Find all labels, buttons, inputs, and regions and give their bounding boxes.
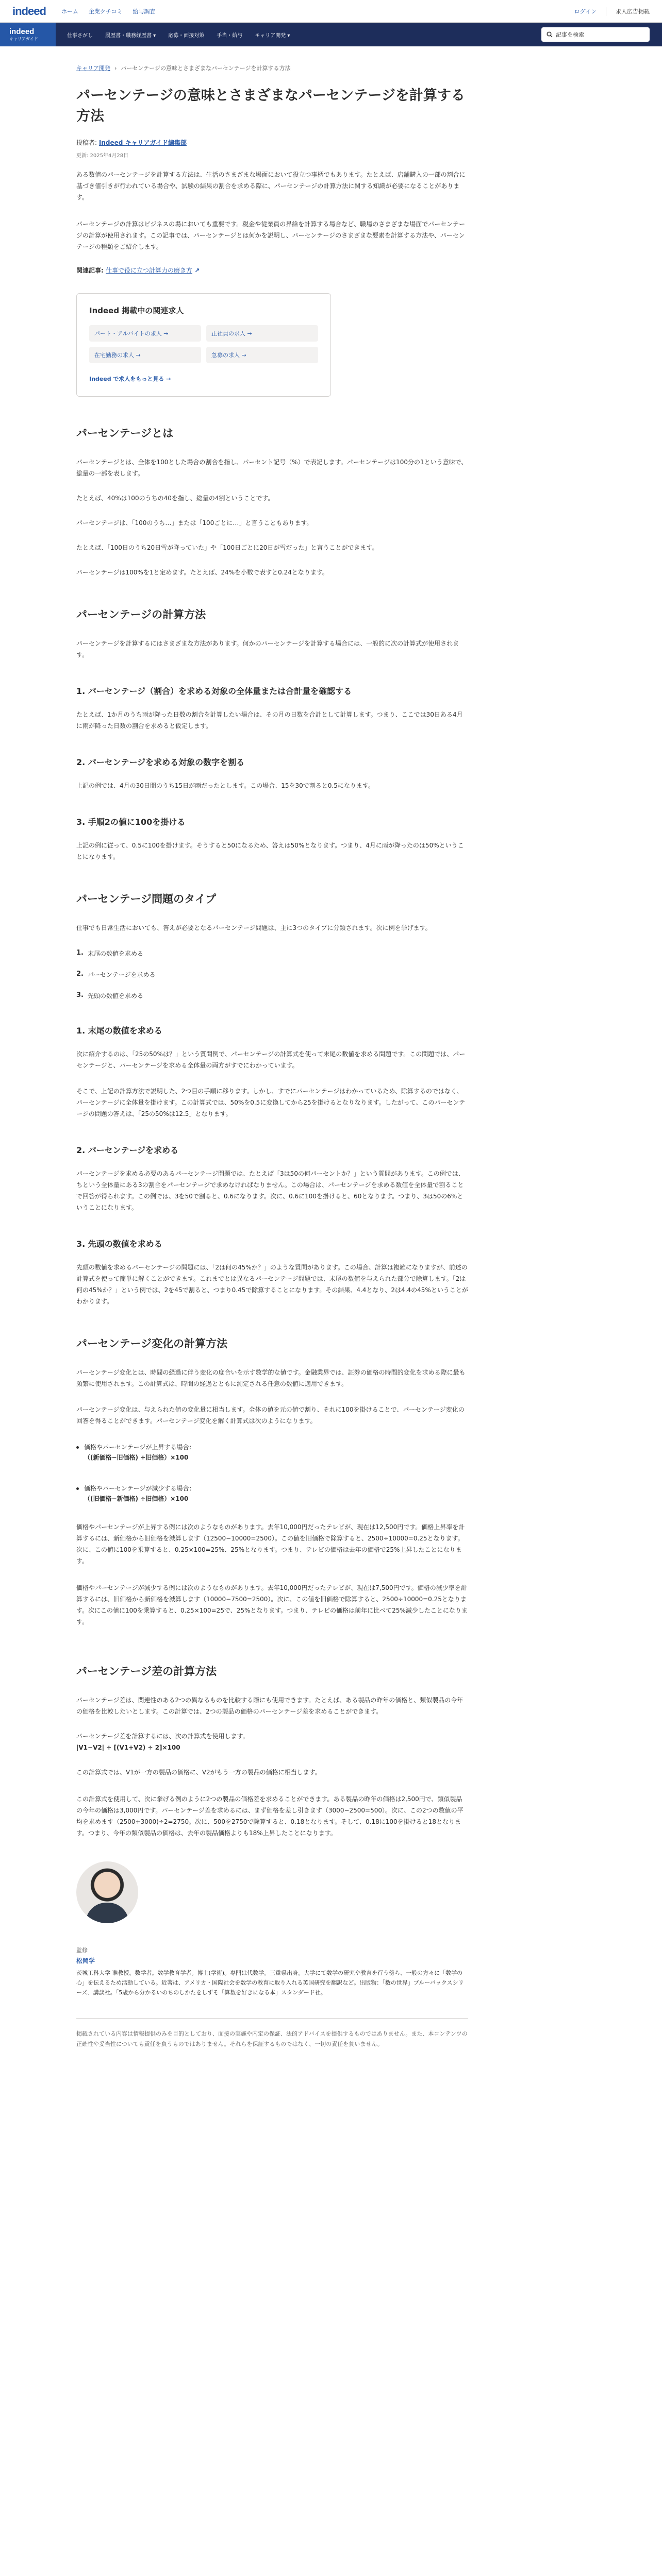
list-item: 1. 末尾の数値を求める: [76, 949, 143, 957]
category-resume[interactable]: 履歴書・職務経歴書 ▾: [105, 32, 156, 39]
related-article-link[interactable]: 仕事で役に立つ計算力の磨き方: [106, 267, 193, 274]
divider: [76, 2018, 468, 2019]
s3-type-1-text-2: そこで、上記の計算方法で説明した、2つ目の手順に移ります。しかし、すでにパーセンテージはわかっているため、除算するのではなく、パーセンテージに全体量を掛けます。この計算式では、50%を0.5に変換してから25を掛けるとなりなります。したがって、このパーセンテージの問題の答えは、「25の50%は12.5」となります。: [76, 1088, 466, 1117]
top-right: [574, 7, 650, 16]
s3-paragraph-1: 仕事でも日常生活においても、答えが必要となるパーセンテージ問題は、主に3つのタイプに分類されます。次に例を挙げます。: [76, 924, 432, 931]
s3-type-3-text: 先頭の数値を求めるパーセンテージの問題には、「2は何の45%か？」のような質問があります。この場合、計算は複雑になりますが、前述の計算式を使って簡単に解くことができます。これまでとは異なるパーセンテージ問題では、末尾の数値を与えられた部分で除算します。「2は何の45%か？」という例では、2を45で割ると、つまり0.45で除算することになります。その結果、4.4となり、2は4.4の45%ということがわかります。: [76, 1264, 468, 1305]
job-link-urgent[interactable]: 急募の求人 →: [206, 347, 318, 363]
author-line: [76, 138, 468, 147]
change-formula-list: [76, 1442, 468, 1504]
s5-paragraph-4: この計算式を使用して、次に挙げる例のように2つの製品の価格差を求めることができます。ある製品の昨年の価格は2,500円で、類似製品の今年の価格は3,000円です。パーセンテージ差を求めるには、まず価格を差し引きます（3000−2500=500）。次に、この2つの数値の平均を求めます（2500+3000)÷2=2750。次に、500を2750で除算すると、0.18となります。そして、0.18に100を掛けると18となります。つまり、今年の類似製品の価格は、去年の製品価格よりも18%上昇したことになります。: [76, 1795, 464, 1837]
category-job-search[interactable]: 仕事さがし: [67, 32, 93, 39]
more-jobs-link[interactable]: Indeed で求人をもっと見る →: [89, 376, 171, 382]
related-jobs-grid: [89, 325, 318, 363]
s1-paragraph-3: パーセンテージは、「100のうち…」または「100ごとに…」と言うこともあります。: [76, 519, 313, 527]
category-salary[interactable]: 手当・給与: [217, 32, 243, 39]
category-nav: [61, 23, 296, 46]
indeed-logo[interactable]: indeed: [12, 4, 46, 18]
category-bar: [0, 23, 662, 46]
s2-step-2-text: 上記の例では、4月の30日間のうち15日が雨だったとします。この場合、15を30で割ると0.5になります。: [76, 782, 374, 789]
s3-type-1-text-1: 次に紹介するのは、「25の50%は？」という質問例で、パーセンテージの計算式を使って末尾の数値を求める問題です。この問題では、パーセンテージと、パーセンテージを求める全体量の両方がすでにわかっています。: [76, 1050, 466, 1069]
s2-step-3-text: 上記の例に従って、0.5に100を掛けます。そうすると50になるため、答えは50%となります。つまり、4月に雨が降ったのは50%ということになります。: [76, 842, 464, 860]
category-career-development[interactable]: キャリア開発 ▾: [255, 32, 290, 39]
s1-paragraph-2: たとえば、40%は100のうちの40を指し、総量の4割ということです。: [76, 495, 274, 502]
nav-company-reviews[interactable]: 企業クチコミ: [88, 8, 123, 15]
external-link-icon: ↗: [194, 267, 200, 274]
section-heading-problem-types: パーセンテージ問題のタイプ: [76, 893, 217, 905]
chevron-right-icon: ›: [114, 64, 117, 72]
login-link[interactable]: ログイン: [574, 8, 597, 15]
brand-name: indeed: [9, 27, 35, 36]
nav-home[interactable]: ホーム: [61, 8, 78, 15]
s4-paragraph-2: パーセンテージ変化は、与えられた値の変化量に相当します。全体の値を元の値で割り、それに100を掛けることで、パーセンテージ変化の回答を得ることができます。パーセンテージ変化を解く計算式は次のようになります。: [76, 1406, 465, 1425]
breadcrumb-root[interactable]: キャリア開発: [76, 65, 110, 72]
top-nav: [61, 7, 156, 15]
intro-paragraph-2: パーセンテージの計算はビジネスの場においても重要です。税金や従業員の昇給を計算する場合など、職場のさまざまな場面でパーセンテージの計算が使用されます。この記事では、パーセンテージとは何かを説明し、パーセンテージのさまざまな要素を計算する方法や、パーセンテージの種類をご紹介します。: [76, 221, 465, 250]
related-jobs-title: Indeed 掲載中の関連求人: [89, 306, 184, 315]
breadcrumb-current: パーセンテージの意味とさまざまなパーセンテージを計算する方法: [121, 65, 291, 72]
nav-salary[interactable]: 給与調査: [133, 8, 156, 15]
s2-paragraph-1: パーセンテージを計算するにはさまざまな方法があります。何かのパーセンテージを計算する場合には、一般的に次の計算式が使用されます。: [76, 640, 459, 658]
list-item: [76, 1442, 468, 1463]
formula-decrease-label: 価格やパーセンテージが減少する場合：: [84, 1485, 195, 1492]
s5-paragraph-3: この計算式では、V1が一方の製品の価格に、V2がもう一方の製品の価格に相当します。: [76, 1769, 321, 1776]
bullet-icon: [76, 1487, 79, 1490]
category-interview[interactable]: 応募・面接対策: [168, 32, 205, 39]
s1-paragraph-5: パーセンテージは100%を1と定めます。たとえば、24%を小数で表すと0.24となります。: [76, 569, 328, 576]
s4-paragraph-1: パーセンテージ変化とは、時間の経過に伴う変化の度合いを示す数学的な値です。金融業界では、証券の価格の時間的変化を求める際に最も頻繁に使用されます。この計算式は、時間の経過とともに測定される任意の数値に適用できます。: [76, 1369, 466, 1387]
brand-subtitle: キャリアガイド: [9, 37, 38, 41]
avatar-suit: [86, 1903, 129, 1923]
s3-type-3-heading: 3. 先頭の数値を求める: [76, 1239, 162, 1249]
section-heading-percentage-change: パーセンテージ変化の計算方法: [76, 1337, 228, 1350]
supervisor-block: [76, 1861, 468, 1997]
s3-type-1-heading: 1. 末尾の数値を求める: [76, 1026, 162, 1036]
formula-increase: [84, 1442, 195, 1463]
s3-type-2-text: パーセンテージを求める必要のあるパーセンテージ問題では、たとえば「3は50の何パーセントか？」という質問があります。この例では、ちという全体量にある3の割合をパーセンテージで求めなければなりません。この場合は、パーセンテージを求める数値を全体量で割ることで回答が得られます。この例では、3を50で割ると、0.6になります。次に、0.6に100を掛けると、60となります。つまり、3は50の6%ということになります。: [76, 1170, 465, 1211]
s5-paragraph-2: パーセンテージ差を計算するには、次の計算式を使用します。: [76, 1733, 249, 1740]
intro-paragraph-1: ある数値のパーセンテージを計算する方法は、生活のさまざまな場面において役立つ事柄でもあります。たとえば、店舗購入の一部の割合に基づき値引きが行われている場合や、試験の結果の割合を求める際に、パーセンテージの計算方法に関する知識が必要になることがあります。: [76, 171, 466, 201]
problem-type-3: 先頭の数値を求める: [87, 992, 143, 999]
problem-type-2: パーセンテージを求める: [87, 971, 156, 978]
search-icon: [547, 31, 553, 38]
job-link-part-time[interactable]: パート・アルバイトの求人 →: [89, 325, 201, 342]
s2-step-2-heading: 2. パーセンテージを求める対象の数字を割る: [76, 757, 245, 767]
bullet-icon: [76, 1446, 79, 1449]
job-link-full-time[interactable]: 正社員の求人 →: [206, 325, 318, 342]
s4-paragraph-4: 価格やパーセンテージが減少する例には次のようなものがあります。去年10,000円だったテレビが、現在は7,500円です。価格の減少率を計算するには、旧価格から新価格を減算します（10000−7500=2500）。次に、この値を旧価格で除算すると、2500÷10000=0.25となります。次にこの値に100を乗算すると、0.25×100=25で、25%となります。つまり、テレビの価格は前年に比べて25%減少したことになります。: [76, 1584, 468, 1625]
page-title: パーセンテージの意味とさまざまなパーセンテージを計算する方法: [76, 88, 465, 124]
formula-increase-expression: （(新価格−旧価格) ÷旧価格）×100: [84, 1454, 189, 1461]
list-item: 2. パーセンテージを求める: [76, 970, 156, 978]
problem-types-list: [76, 949, 468, 1000]
s1-paragraph-4: たとえば、「100日のうち20日雪が降っていた」や「100日ごとに20日が雪だった」と言うことができます。: [76, 544, 378, 551]
s2-step-1-heading: 1. パーセンテージ（割合）を求める対象の全体量または合計量を確認する: [76, 686, 352, 696]
section-heading-how-to-calculate: パーセンテージの計算方法: [76, 608, 206, 621]
list-item: [76, 1483, 468, 1504]
list-item: 3. 先頭の数値を求める: [76, 991, 143, 999]
main-container: [37, 64, 625, 2049]
search-placeholder: 記事を検索: [556, 31, 584, 38]
s3-type-2-heading: 2. パーセンテージを求める: [76, 1145, 179, 1155]
article-search-input[interactable]: [541, 27, 650, 42]
avatar: [76, 1861, 138, 1923]
section-heading-what-is-percentage: パーセンテージとは: [76, 427, 174, 439]
author-prefix: 投稿者:: [76, 139, 97, 146]
s2-step-3-heading: 3. 手順2の値に100を掛ける: [76, 817, 186, 827]
supervisor-name[interactable]: 松岡学: [76, 1957, 95, 1964]
section-heading-percentage-difference: パーセンテージ差の計算方法: [76, 1665, 217, 1677]
article-content: [76, 86, 468, 2049]
s1-paragraph-1: パーセンテージとは、全体を100とした場合の割合を指し、パーセント記号（%）で表記します。パーセンテージは100分の1という意味で、総量の一部を表します。: [76, 459, 468, 477]
breadcrumb: [76, 64, 625, 72]
s5-paragraph-1: パーセンテージ差は、関連性のある2つの異なるものを比較する際にも使用できます。たとえば、ある製品の昨年の価格と、類似製品の今年の価格を比較したいとします。この計算では、2つの製品の価格のパーセンテージ差を求めることができます。: [76, 1697, 464, 1715]
related-label: 関連記事:: [76, 267, 104, 274]
related-article: [76, 266, 468, 275]
related-jobs-card: [76, 293, 331, 397]
career-guide-brand[interactable]: [0, 23, 56, 46]
formula-increase-label: 価格やパーセンテージが上昇する場合：: [84, 1444, 195, 1451]
difference-formula: |V1−V2| ÷ [(V1+V2) ÷ 2]×100: [76, 1744, 180, 1751]
problem-type-1: 末尾の数値を求める: [87, 950, 143, 957]
supervisor-bio: 茨城工科大学 准教授。数学者。数学教育学者。博士(学術)。専門は代数学。三重県出身。大学にて数学の研究や教育を行う傍ら、一般の方々に「数学の心」を伝えるため活動している。近著は、アメリカ・国際社会を数学の教育に取り入れる英国研究を翻訳など。出版物：「数の世界」ブルーバックスシリーズ、講談社。「5歳から分かるいのちのしかたをしずそ「算数を好きになる本」スタンダード社。: [76, 1970, 464, 1996]
disclaimer: 掲載されている内容は情報提供のみを目的としており、面接の実施や内定の保証、法的アドバイスを提供するものではありません。また、本コンテンツの正確性や妥当性についても責任を負うものではありません。それらを保証するものではなく、一切の責任を負いません。: [76, 2030, 468, 2047]
employer-link[interactable]: 求人広告掲載: [616, 8, 650, 15]
formula-decrease-expression: （(旧価格−新価格) ÷旧価格）×100: [84, 1495, 189, 1502]
author-link[interactable]: Indeed キャリアガイド編集部: [98, 139, 187, 146]
job-link-remote[interactable]: 在宅勤務の求人 →: [89, 347, 201, 363]
supervisor-label: 監修: [76, 1947, 88, 1954]
top-bar: [0, 0, 662, 23]
s4-paragraph-3: 価格やパーセンテージが上昇する例には次のようなものがあります。去年10,000円だったテレビが、現在は12,500円です。価格上昇率を計算するには、新価格から旧価格を減算します（12500−10000=2500）。この値を旧価格で除算すると、2500÷10000=0.25となります。次に、この値に100を乗算すると、0.25×100=25%、25%となります。つまり、テレビの価格は去年の価格で25%上昇したことになります。: [76, 1523, 465, 1565]
s2-step-1-text: たとえば、1か月のうち雨が降った日数の割合を計算したい場合は、その月の日数を合計として計算します。つまり、ここでは30日ある4月に雨が降った日数の割合を求めると仮定します。: [76, 711, 463, 730]
updated-date: 更新: 2025年4月28日: [76, 153, 129, 159]
formula-decrease: [84, 1483, 195, 1504]
